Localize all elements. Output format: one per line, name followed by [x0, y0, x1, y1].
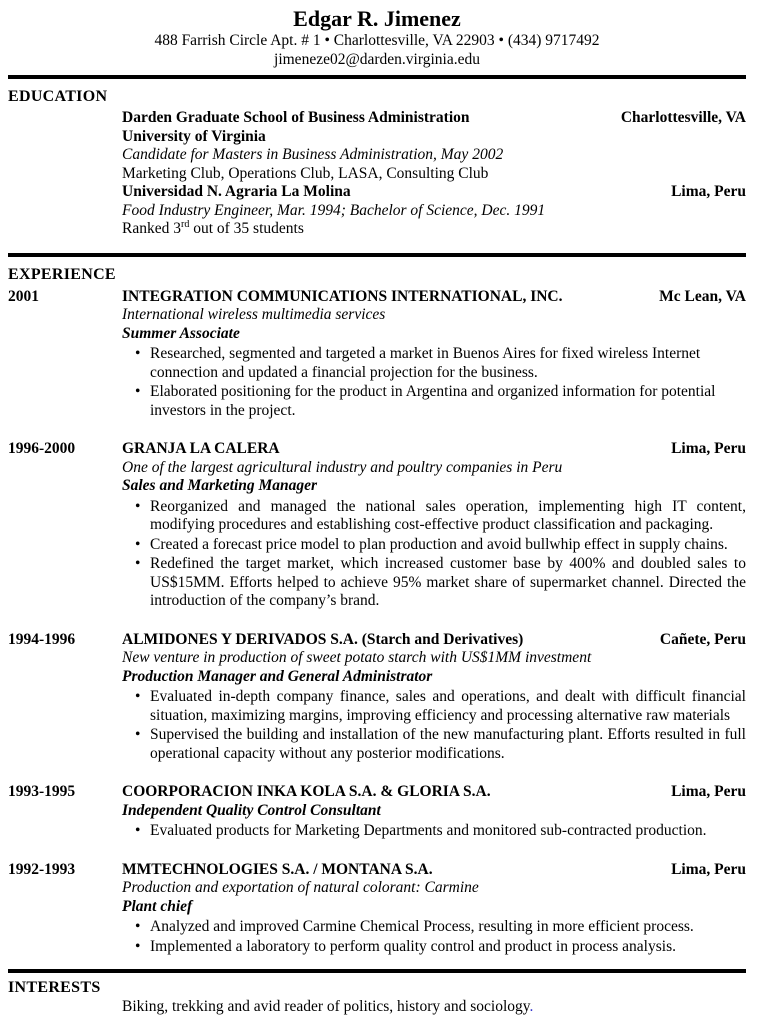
bullet-list: [122, 918, 746, 956]
trailing-period: .: [529, 998, 534, 1015]
experience-divider: [8, 253, 746, 257]
bullet-item: • Elaborated positioning for the product in Argentina and organized information for potential investors in the project.: [122, 383, 746, 420]
interests-text: Biking, trekking and avid reader of politics, history and sociology.: [122, 998, 534, 1015]
company-description: Production and exportation of natural colorant: Carmine: [122, 879, 479, 896]
resume-header: [8, 4, 746, 69]
school-name: Universidad N. Agraria La Molina: [122, 183, 351, 200]
degree-line: Food Industry Engineer, Mar. 1994; Bachelor of Science, Dec. 1991: [122, 201, 546, 219]
experience-heading: EXPERIENCE: [8, 265, 116, 283]
school-name: Darden Graduate School of Business Administration: [122, 109, 470, 126]
job-entry: [8, 631, 746, 765]
education-section: [8, 87, 746, 239]
school-row: [122, 109, 746, 128]
company-location: Mc Lean, VA: [659, 287, 746, 305]
job-entry: [8, 288, 746, 422]
job-body: [122, 440, 746, 612]
bullet-item: • Implemented a laboratory to perform quality control and product in process analysis.: [122, 938, 746, 957]
school-row: [122, 183, 746, 202]
school-name-line2: University of Virginia: [122, 127, 266, 145]
job-entry: [8, 440, 746, 612]
bullet-item: • Reorganized and managed the national sales operation, implementing high IT content, modifying procedures and establishing cost-effective product classification and packaging.: [122, 498, 746, 535]
job-entry: [8, 861, 746, 958]
job-years: 1994-1996: [8, 630, 76, 648]
header-divider: [8, 75, 746, 79]
company-name: COORPORACION INKA KOLA S.A. & GLORIA S.A.: [122, 783, 491, 800]
job-years: 1993-1995: [8, 783, 76, 800]
education-entry: [122, 183, 746, 239]
company-location: Lima, Peru: [671, 783, 746, 800]
bullet-item: • Analyzed and improved Carmine Chemical Process, resulting in more efficient process.: [122, 918, 746, 937]
bullet-item: • Supervised the building and installation of the new manufacturing plant. Efforts resulted in full operational capacity without any posterior modifications.: [122, 726, 746, 763]
company-description: New venture in production of sweet potato starch with US$1MM investment: [122, 649, 592, 666]
job-entry: [8, 783, 746, 842]
rank-line: Ranked 3rd out of 35 students: [122, 218, 304, 237]
company-row: [122, 631, 746, 650]
email-line: jimeneze02@darden.virginia.edu: [274, 50, 480, 68]
company-row: [122, 288, 746, 307]
degree-line: Candidate for Masters in Business Administration, May 2002: [122, 146, 504, 163]
bullet-list: [122, 822, 746, 841]
bullet-item: • Evaluated products for Marketing Departments and monitored sub-contracted production.: [122, 822, 746, 841]
interests-section: [8, 978, 746, 1017]
education-entry: [122, 109, 746, 183]
bullet-item: • Evaluated in-depth company finance, sales and operations, and dealt with difficult financial situation, maximizing margins, improving efficiency and processing alternative raw materials: [122, 688, 746, 725]
job-title: Plant chief: [122, 897, 193, 915]
company-name: INTEGRATION COMMUNICATIONS INTERNATIONAL, INC.: [122, 287, 563, 305]
job-title: Sales and Marketing Manager: [122, 477, 318, 494]
school-location: Lima, Peru: [671, 183, 746, 200]
bullet-item: • Researched, segmented and targeted a market in Buenos Aires for fixed wireless Internet connection and updated a financial projection for the business.: [122, 345, 746, 382]
company-row: [122, 440, 746, 459]
bullet-list: [122, 498, 746, 611]
school-location: Charlottesville, VA: [620, 109, 746, 126]
interests-heading: INTERESTS: [8, 979, 101, 996]
job-body: [122, 783, 746, 842]
person-name: Edgar R. Jimenez: [293, 6, 461, 31]
company-row: [122, 783, 746, 802]
education-heading: EDUCATION: [8, 88, 108, 105]
company-location: Lima, Peru: [671, 860, 746, 878]
job-years: 2001: [8, 287, 39, 305]
job-title: Production Manager and General Administrator: [122, 667, 433, 685]
company-name: ALMIDONES Y DERIVADOS S.A. (Starch and Derivatives): [122, 630, 524, 648]
company-location: Lima, Peru: [671, 440, 746, 457]
bullet-list: [122, 345, 746, 420]
bullet-item: • Created a forecast price model to plan production and avoid bullwhip effect in supply chains.: [122, 536, 746, 555]
company-name: MMTECHNOLOGIES S.A. / MONTANA S.A.: [122, 860, 433, 878]
bullet-list: [122, 688, 746, 763]
interests-divider: [8, 969, 746, 973]
company-row: [122, 861, 746, 880]
address-phone-line: 488 Farrish Circle Apt. # 1 • Charlottesville, VA 22903 • (434) 9717492: [154, 32, 600, 49]
company-description: International wireless multimedia services: [122, 306, 386, 323]
job-years: 1992-1993: [8, 860, 76, 878]
bullet-item: • Redefined the target market, which increased customer base by 400% and doubled sales to US$15MM. Efforts helped to achieve 95% market share of supermarket channel. Directed the introduction of the company’s brand.: [122, 555, 746, 611]
experience-section: [8, 265, 746, 958]
ordinal-superscript: rd: [180, 218, 190, 230]
job-title: Independent Quality Control Consultant: [122, 801, 381, 819]
job-body: [122, 631, 746, 765]
company-name: GRANJA LA CALERA: [122, 440, 280, 457]
job-body: [122, 288, 746, 422]
company-location: Cañete, Peru: [659, 630, 746, 648]
education-content: [122, 109, 746, 239]
job-body: [122, 861, 746, 958]
job-title: Summer Associate: [122, 324, 240, 342]
activities-line: Marketing Club, Operations Club, LASA, Consulting Club: [122, 164, 489, 182]
job-years: 1996-2000: [8, 440, 76, 457]
company-description: One of the largest agricultural industry and poultry companies in Peru: [122, 458, 563, 476]
